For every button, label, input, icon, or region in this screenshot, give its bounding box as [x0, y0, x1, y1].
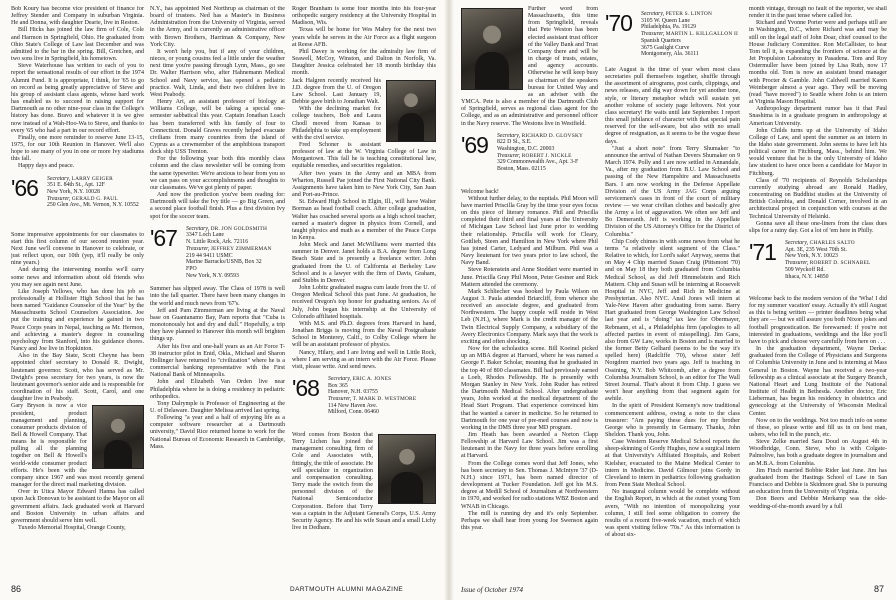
class-header-66 — [11, 174, 144, 228]
paragraph: For the following year both this monthly class column and the class newsletter will be coming from the same typewriter. We're anxious to hear from you so we can pass on your accomplishments and thoughts to our classmates. We've got plenty of paper. — [150, 156, 285, 191]
address-line: 509 Wyckoff Rd. — [785, 266, 825, 273]
column-3 — [292, 6, 436, 584]
class-year: '68 — [292, 374, 319, 401]
paragraph: Welcome back to the modern version of the 'Wha! I did for my summer vacation' essay. Actually it's still August as this is being written — printer deadlines being what they are — but we still assure you both Nixon jokes and football prognostication. Be forewarned: if you're not interested in graduations, weddings and the like you'll have to pick and choose very carefully from here on . . . — [749, 296, 887, 345]
classmate-photo — [461, 8, 523, 90]
paragraph: And now the prediction you've been reading for: Dartmouth will take the Ivy title — go Big Green, and a second place football finish. Plus a first division Ivy spot for the soccer team. — [150, 192, 285, 220]
paragraph: Word comes from Boston that Terry Lichen has joined the management consulting firm of Cole and Associates with, fittingly, the title of associate. He will specialize in organization and compensation consulting. Terry made the switch from the personnel division of the National Semiconductor Corporation. Before that Terry was a captain in the Adjutant General's Corps, U.S. Army Security Agency. He and his wife Susan and a small Lichy live in Dedham. — [292, 431, 436, 531]
address-line: N. Little Rock, Ark. 72116 — [186, 239, 249, 246]
address-line: Box 365 — [328, 382, 348, 389]
paragraph: Chip Cody chimes in with some news from what he terms "a relatively silent segment of the Class." Relative to which, for Lord's sake! Anyway, seems that on May 4 Chip married Susan Craig (Pittsmont '70) and on May 18 they both graduated from Columbia Medical School, as did Jeff Himmelstein and Rich Mattern. Chip and Susan will be interning at Roosevelt Hospital in NYC, Jeff and Rich in Medicine at Presbyterian. Also NYC. Ansil Jones will intern at Yale-New Haven after graduating from same. Barry Hart graduated from George Washington Law School last year and is "doing" tax law for Obermayer, Rebmann, et al., a Philadelphia firm (apologies to all affected parties in event of misspelling). Jim Gans, also from GW Law, works in Boston and is married to the former Betty Gelhard (seems to be the way it's spelled here) (Radcliffe '70), whose sister Jeff Norgdren married two years ago. Jeff is teaching in Ossining, N.Y. Bob Whitcomb, after a degree from Columbia Journalism School, is an editor for The Wall Street Journal. That's about it from Chip. I guess we won't hear anything from that segment again for awhile. — [605, 238, 740, 403]
paragraph: Gary Bryson is now a vice president, product management and planning, consumer products division of Bell & Howell Company. That means he is responsible for pulling all the planning together on Bell & Howell's world-wide consumer product efforts. He's been with the company since 1967 and was most recently general manager for the direct mail marketing division. — [11, 403, 144, 489]
paragraph: Bob Koury has become vice president of finance for Jeffrey Stender and Company in suburban Virginia. He and Donna, with daughter Dearie, live in Reston. — [11, 6, 144, 27]
paragraph: Phil Davey is working for the admiralty law firm of Seawell, McCoy, Winston, and Dalton in Norfolk, Va. Daughter Jessica celebrated her 18 month birthday this month. — [292, 48, 436, 77]
class-year: '67 — [150, 224, 177, 251]
address-line: 114 New Haven Ave. — [328, 402, 378, 409]
paragraph: In the spirit of President Kemeny's now traditional commencement address, owing a note to the class treasurer: "Am paying these dues for my brother George who is presently in Germany. Thanks, John Sheldon. Thank you, John. — [605, 403, 740, 438]
secretary-name: DR. JON GOLDSMITH — [210, 225, 268, 232]
address-line: Montgomery, Ala. 36111 — [641, 51, 699, 58]
address-line: New York, N.Y. 10028 — [47, 189, 100, 195]
paragraph: Now for the scholastics scene. Bill Koeinel picked up an MBA degree at Harvard, where he was named a George F. Baker Scholar, meaning that he graduated in the top 40 of 800 classmates. Bill had previously earned a Loeb, Rhodes Fellowship. He is presently with Morgan Stanley in New York. John Ruder has retired the Dartmouth Medical School. After undergraduate years, John worked at the medical department of the Head Start Program. That experience convinced him that he wanted a career in medicine. So he returned to Dartmouth for one year of pre-med courses and now is working in the DMS three year MD program. — [461, 346, 598, 431]
address-line: New York, N.Y. 09593 — [186, 272, 239, 279]
paragraph: With M.S. and Ph.D. degrees from Harvard in hand, Jonathan Briggs is moving from the Naval Postgraduate School in Monterey, Calif., to Colby College where he will be an assistant professor of physics. — [292, 320, 436, 349]
paragraph: John Meck and Janet McWilliams were married this summer in Denver. Janet holds a B.A. degree from Long Beach State and is presently a freelance writer. John graduated from the U. of California at Berkeley Law School and is a lawyer with the firm of Davis, Graham, and Stubbs in Denver. — [292, 242, 436, 284]
secretary-label: Secretary, — [186, 225, 210, 232]
paragraph: Anthropology department rumor has it that Paul Snashima is in a graduate program in anthropology at American University. — [749, 106, 887, 127]
address-line: 219 44 9411 USMC — [186, 252, 233, 259]
paragraph: No inaugural column would be complete without the English Report, in which at the outset young Tom avers, "With no intention of monopolizing your column, I still feel some obligation to convey the results of a recent five-week vacation, much of which was spent visiting fellow '70s." As this information is of about six- — [605, 489, 740, 539]
class-header-70 — [605, 9, 740, 63]
treasurer-label: Treasurer, — [497, 152, 521, 159]
paragraph: Henry Art, an assistant professor of biology at Williams College, will be taking a special one-semester sabbatical this year. Captain Jonathan Leach has been transferred with his family of four to Connecticut. Donald Graves recently helped evacuate civilians from many countries from the island of Cyprus as a crewmember of the amphibious transport dock ship USS Trenton. — [150, 99, 285, 156]
paragraph: Jim Heath has been awarded a Norton Clapp Fellowship at Harvard Law School. Jim was a first lieutenant in the Navy for three years before enrolling at Harvard. — [461, 431, 598, 460]
treasurer-name: ROBERT J. NICKLE — [521, 152, 572, 159]
secretary-label: Secretary, — [328, 375, 352, 382]
paragraph: John Lobitz graduated magna cum laude from the U. of Oregon Medical School this past June. At graduation, he received Oregon's top honor for graduating seniors. As of July, John began his internship at the University of Colorado affiliated hospitals. — [292, 285, 436, 320]
address-line: FPO — [186, 265, 197, 272]
column-2 — [150, 6, 285, 584]
paragraph: Tony Dalrymple is Professor of Engineering at the U. of Delaware. Daughter Melissa arrived last spring. — [150, 400, 285, 414]
treasurer-label: Treasurer, — [186, 245, 210, 252]
paragraph: Summer has slipped away. The Class of 1978 is well into the fall quarter. There have been many changes in the world and much news from '67's. — [150, 286, 285, 307]
treasurer-name: MARTIN L. KILLGALLON II — [665, 31, 738, 38]
paragraph: Richard and Yvonne Porter were and perhaps still are in Washington, D.C., where Richard was and may be still on the legal staff of John Doar, chief counsel to the House Judiciary Committee. Ron McCallister, to hear Tom tell it, is expanding the frontiers of science at the Jet Propulsion Laboratory in Pasadena. Tom and Roy Ostermuller have been joined by Lisa Ruth, now 17 months old. Tom is now an assistant brand manager with Procter & Gamble. John Caldwell married Karen Weinberger almost a year ago. They will be moving (read "have moved") to Seattle where John is an intern at Virginia Mason Hospital. — [749, 20, 887, 106]
address-line: 329 Commonwealth Ave., Apt. 3-F — [497, 159, 579, 166]
paragraph: The mill is running dry and it's only September. Perhaps we shall hear from young Joe Swenson again this year. — [461, 510, 598, 531]
paragraph: Class of '70 recipients of Reynolds Scholarships currently studying abroad are Ronald Hadley, concentrating on Buddhist studies at the University of British Columbia, and Donald Corner, involved in an architectural project in conjunction with courses at the Technical University of Helsinki. — [749, 177, 887, 220]
paragraph: Now on to the weddings. Not too much info on some of these, so please write and fill us in on best man, ushers, who fell in the punch, etc. — [749, 417, 887, 438]
paragraph: Jeff and Pam Zimmerman are living at the Naval base on Guantanamo Bay, Pam reports that "Cuba is monotonously hot and dry and dull." Hopefully, a trip they have planned to Hanover this month will brighten things up. — [150, 307, 285, 343]
paragraph: From the College comes word that Jeff Jones, who has been secretary to Sen. Thomas J. McIntyre '37 (D-N.H.) since 1971, has been named director of development at Tucker Foundation. Jeff got his M.S. degree at Medill School of Journalism at Northwestern in 1970, and worked for radio stations WBZ Boston and WNAB in Chicago. — [461, 460, 598, 510]
classmate-photo — [386, 80, 436, 142]
address-line: 351 E. 84th St., Apt. 12F — [47, 182, 105, 189]
paragraph: St. Edward High School in Elgin, Ill., will have Walter Borman as head football coach. After college graduation, Walter has coached several sports as a high school teacher, earned a master's degree in physics from Cornell, and taught physics and math as a member of the Peace Corps in Kenya. — [292, 199, 436, 241]
paragraph: John Childs turns up at the University of Idaho College of Law, and spent the summer as an intern in the Idaho state government. John seems to have left his political career in Fitchburg, Mass., behind him. We would venture that he is the only University of Idaho law student to have once been a candidate for Mayor in Fitchburg. — [749, 127, 887, 177]
column-6 — [749, 6, 887, 584]
paragraph: John and Elizabeth Van Orden live near Philadelphia where he is doing a residency in pediatric orthopedics. — [150, 379, 285, 400]
secretary-name: ERIC A. JONES — [352, 375, 392, 382]
address-line: Washington, D.C. 20003 — [497, 146, 555, 153]
classmate-photo — [92, 405, 144, 469]
paragraph: And during the intervening months we'll carry some news and information about old friends who you may see again next June. — [11, 267, 144, 288]
address-line: Hanover, N.H. 03755 — [328, 389, 378, 396]
paragraph: Happy days and peace. — [18, 163, 75, 170]
paragraph: It won't help you, but if any of your children, nieces, or young cousins feel a little under the weather next time you're passing through Lynn, Mass., go see Dr. Walter Harrison who, after Hahnemann Medical School and Navy service, has opened a pediatric practice. Walt, Linda, and their two children live in West Peabody. — [150, 48, 285, 98]
paragraph: month vintage, through no fault of the reporter, we shall render it in the past tense where called for. — [749, 6, 887, 20]
address-line: Boston, Mass. 02115 — [497, 166, 546, 173]
paragraph: Bill Hicks has joined the law firm of Cole, Cole and Harmon in Springfield, Ohio. He graduated from Ohio State's College of Law last December and was admitted to the bar in the spring. Bill, Gretchen, and two sons live in Springfield, his hometown. — [11, 27, 144, 63]
paragraph: N.Y., has appointed Ned Northrup as chairman of the board of trustees. Ned has a Master's in Business Administration from the University of Virginia, served in the Army, and is currently an administrative officer with Brown Brothers, Harriman & Company, New York City. — [150, 6, 285, 48]
treasurer-name: T. MARK D. WESTMORE — [352, 396, 417, 403]
paragraph: Steve Rotenstein and Anne Stoddart were married in June. Priscilla Gray Phil Moon, Peter Gestner and Rick Mattern attended the ceremony. — [461, 267, 598, 288]
address-line: 3105 W. Queen Lane — [641, 17, 690, 24]
address-line: Spanish Quarters — [641, 37, 681, 44]
paragraph: Further word from Massachusetts, this time from Springfield, reveals that Pete Weston has been elected assistant trust officer of the Valley Bank and Trust Company there and will be in charge of trusts, estates, and agency accounts. Otherwise he will keep busy as chairman of the speakers bureau for United Way and as an adviser with the YMCA. Pete is also a member of the Dartmouth Club of Springfield, serves as regional class agent for the College, and as an administrative and personnel officer in the Navy reserve. The Westons live in Westfield. — [461, 6, 598, 127]
paragraph: Mark Schliecher was hooked by Paula Wilson on August 3. Paula attended Briarcliff, from whence she received an associate degree, and graduated from Northwestern. The happy couple will reside in West Leb (N.H.), where Mark is the credit manager of the Twin Electrical Supply Company, a subsidiary of the Avery Electronics Company. Mark says that the work is exciting and often shocking. — [461, 288, 598, 345]
paragraph: Fred Schoner is assistant professor of law at the W. Virginia College of Law in Morgantown. This fall he is teaching constitutional law, equitable remedies, and securities regulation. — [292, 141, 436, 170]
address-line: Milford, Conn. 06460 — [328, 409, 379, 416]
paragraph: Roger Branham is some four months into his four-year orthopedic surgery residency at the University Hospital in Madison, Wis. — [292, 6, 436, 27]
class-year: '66 — [11, 174, 38, 201]
paragraph: Like Joseph Yellows, who has done his job so professionally at Hollister High School that he has been named "Guidance Counselor of the Year" by the Massachusetts School Counselors Association. Joe put the training and experience he gained in two Peace Corps years in Nepal, teaching as Mr. Hermon, and achieving a master's degree in counseling psychology from Stanford, into his guidance chores. Nancy and Joe live in Hopkinton. — [11, 288, 144, 353]
classmate-photo — [378, 434, 436, 504]
paragraph: Texas will be home for Wes Mabry for the next two years while he serves in the Air Force as a flight surgeon at Reese AFB. — [292, 27, 436, 48]
paragraph: Late August is the time of year when most class secretaries pull themselves together, shuffle through the assortment of airograms, post cards, clippings, and news releases, and dig way down for yet another tone, style, or literary metaphor which will sustain yet another volume of society page leftovers. Not your class secretary! He waits until late September. I report this small jubilance of character with that special pain reserved for the self-aware, but also with no small degree of resignation, as it seems to be the vogue these days. — [605, 67, 740, 145]
paragraph: Without further delay, to the nuptials. Phil Moon will have married Priscilla Gray by the time your eyes focus on this piece of literary romance. Phil and Priscilla completed their third and final years at the University of Michigan Law School last June prior to wedding their relationship. Priscilla will work for Cleary, Gottlieb, Steen and Hamilton in New York where Phil has joined Carter, Ledyard and Milburn. Phil was a Navy lieutenant for two years prior to law school, the Navy Band. — [461, 195, 598, 267]
page-gutter — [444, 0, 454, 600]
paragraph: Steve Zelke married Sara Doud on August 4th in Woodbridge, Conn. Steve, who is with Colgate-Palmolive, has both a graduate degree in journalism and an M.B.A. from Columbia. — [749, 439, 887, 467]
secretary-label: Secretary, — [497, 132, 521, 139]
column-1 — [11, 6, 144, 584]
right-page-number: 87 — [873, 584, 884, 594]
address-line: 3675 Gaslight Curve — [641, 44, 690, 51]
class-header-68 — [292, 374, 436, 428]
paragraph: Nancy, Hilary, and I are living and well in Little Rock, where I am serving as an intern with the Air Force. Please visit, please write. And send news. — [292, 349, 436, 370]
treasurer-name: GERALD G. PAUL — [71, 195, 118, 202]
issue-date: Issue of October 1974 — [461, 586, 524, 594]
class-year: '69 — [461, 131, 488, 158]
paragraph: Steve Waterhouse has written to each of you to report the sensational results of our effort in the 1974 Alumni Fund. It is appropriate, I think, for '65 to go on record as being greatly appreciative of Steve and his group of assistant class agents, whose hard work has enabled us to succeed in raising support for Dartmouth as no other nine-year class in the College's history has done. Bravo and whatever it is we give now instead of a Wah-Hoo-Wa to Steve, and thanks to every '65 who had a part in our record effort. — [11, 63, 144, 134]
class-header-71 — [749, 238, 887, 292]
paragraph: With the declining market for college teachers, Bob and Laura Chodl moved from Kansas to Philadelphia to take up employment with the civil service. — [292, 106, 381, 141]
paragraph: Following "a year and a half of enjoying life as a computer software researcher at a Dartmouth university," David Rice returned home to work for the National Bureau of Economic Research in Cambridge, Mass. — [150, 415, 285, 450]
paragraph: Welcome back! — [461, 188, 499, 195]
paragraph: Jack Halgren recently received his J.D. degree from the U. of Oregon Law School. Last January 19, Debbie gave birth to Jonathan Walt. — [292, 77, 381, 106]
paragraph: Gonna save all these one-liners from the class dues slips for a rainy day. Got a lot of 'em here in Philly. — [749, 220, 887, 234]
address-line: Ithaca, N.Y. 14850 — [785, 273, 829, 280]
address-line: Marine Barracks/USNB, Box 32 — [186, 259, 262, 266]
address-line: 822 D St., S.E. — [497, 139, 532, 146]
secretary-name: CHARLES SALTO — [809, 240, 855, 246]
paragraph: After two years in the Army and an MBA from Wharton, Russell Pae joined the First National City Bank. Assignments have taken him to New York City, San Juan and Port-au-Prince. — [292, 170, 436, 199]
secretary-label: Secretary, — [641, 11, 665, 17]
address-line: 250 Glen Ave., Mt. Vernon, N.Y. 10552 — [47, 202, 139, 209]
address-line: Philadelphia, Pa. 19129 — [641, 24, 697, 31]
treasurer-name: ROBERT D. SCHNABEL — [809, 260, 871, 267]
class-year: '71 — [749, 239, 776, 265]
paragraph: Finally, one more reminder to reserve June 13-15, 1975, for our 10th Reunion in Hanover. We'll also hope to see many of you in one or more Ivy stadiums this fall. — [11, 134, 144, 163]
paragraph: Case Western Reserve Medical School reports the sheep-skinning of Gordy Hughes, now a surgical intern at that University's Affiliated Hospitals, and Robert Kielsher, evacuated to the Maine Medical Center to intern in Medicine. David Gilmour joins Gordy in Cleveland to intern in pediatrics following graduation from Penn State Medical School. — [605, 439, 740, 489]
secretary-label: Secretary, — [785, 240, 809, 246]
paragraph: Tuxedo Memorial Hospital, Orange County, — [18, 525, 126, 531]
treasurer-label: Treasurer, — [47, 195, 71, 202]
paragraph: Jim Finch married Bobbie Rider last June. Jim has graduated from the Hastings School of Law in San Francisco and Debbie is Skidmore grad. She is pursuing an education from the University of Virginia. — [749, 467, 887, 496]
class-header-69 — [461, 131, 598, 185]
secretary-name: RICHARD D. GLOVSKY — [521, 132, 584, 139]
address-line: Apt. 3E, 235 West 70th St. — [785, 246, 847, 253]
paragraph: "Just a short note" from Terry Shumaker "to announce the arrival of Nathan Devers Shumaker on 9 March 1974. Polly and I are now settled in Annandale, Va., after my graduation from B.U. Law School and passing of the New Hampshire and Massachusetts Bars. I am now working in the Defense Appellate Division of the US Army JAG Corps arguing servicemen's cases in front of the court of military review — we wear civilian clothes and basically give the Army a lot of aggravation. We often see Jeff and Bo Demeranth. Jeff is working in the Appellate Division of the US Attorney's Office for the District of Columbia." — [605, 145, 740, 238]
address-line: 3347 Loch Lane — [186, 232, 224, 239]
paragraph: After his five and one-half years as an Air Force T-38 instructor pilot in Enid, Okla., Michael and Sharon Hollinger have returned to "civilization" where he is a commercial banking representative with the First National Bank of Minneapolis. — [150, 343, 285, 379]
treasurer-label: Treasurer, — [328, 396, 352, 403]
left-page-number: 86 — [11, 584, 22, 594]
secretary-name: PETER S. LINTON — [665, 11, 713, 17]
secretary-name: LARRY GEIGER — [71, 175, 113, 182]
address-line: New York, N.Y. 10023 — [785, 253, 838, 260]
treasurer-label: Treasurer, — [785, 260, 809, 267]
class-header-67 — [150, 224, 285, 283]
class-year: '70 — [605, 10, 632, 36]
paragraph: Some impressive appointments for our classmates to start this first column of our second reunion year. Next June we'll convene in Hanover to celebrate, or just reflect upon, our 10th (yep, it'll really be only nine years.) — [11, 231, 144, 267]
secretary-label: Secretary, — [47, 175, 71, 182]
treasurer-name: JEFFREY ZIMMERMAN — [210, 245, 272, 252]
paragraph: In the graduation department, Wayne Derkac graduated from the College of Physicians and Surgeons of Columbia University in June and is interning at Mass General in Boston. Wayne has received a two-year fellowship as a clinical associate at the Surgery Branch, National Heart and Lung Institute of the National Institute of Health in Bethesda. Another doctor, Eric Lieberman, has begun his residency in obstetrics and gynecology at the University of Wisconsin Medical Center. — [749, 346, 887, 417]
paragraph: Don Beers and Debbie Merkamp was the olde-wedding-of-the-month award by a full — [749, 496, 887, 510]
paragraph: Over in Utica Mayor Edward Hanna has called upon Jack Donovan to be assistant to the Mayor on all government affairs. Jack graduated work at Harvard and Boston University in urban affairs and government should serve him well. — [11, 489, 144, 524]
column-4 — [461, 6, 598, 584]
column-5 — [605, 6, 740, 584]
magazine-title: DARTMOUTH ALUMNI MAGAZINE — [290, 586, 404, 593]
paragraph: Also in the Bay State, Scott Cheyne has been appointed chief secretary to Donald R. Dwight, lieutenant governor. Scott, who has served as Mr. Dwight's press secretary for two years, is now the lieutenant governor's senior aide and is responsible for coordination of his staff. Scott, Carol, and one daughter live in Peabody. — [11, 353, 144, 403]
treasurer-label: Treasurer, — [641, 31, 665, 38]
